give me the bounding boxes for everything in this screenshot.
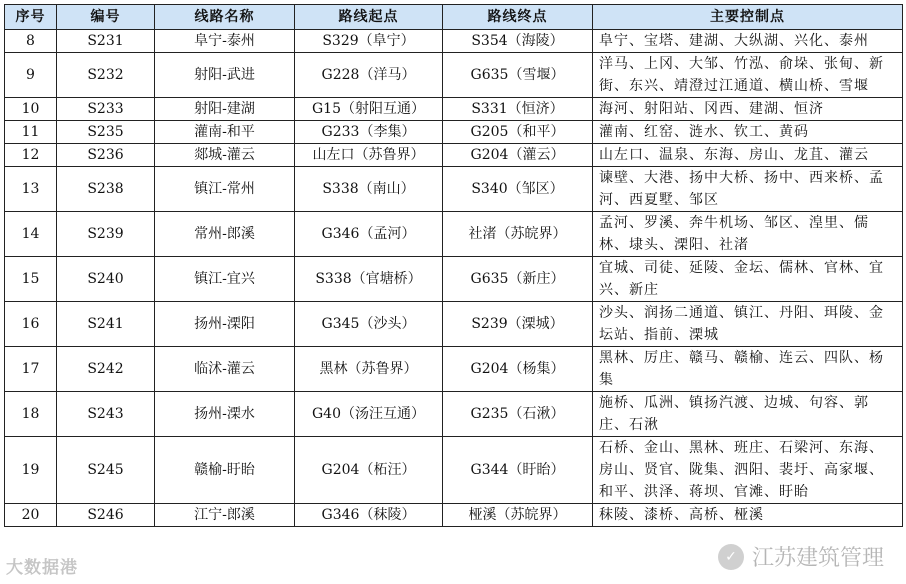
cell-end: G204（杨集）	[443, 347, 593, 392]
table-row	[5, 392, 903, 437]
cell-route-name: 江宁-郎溪	[155, 504, 295, 527]
watermark-right-text: 江苏建筑管理	[751, 546, 884, 571]
cell-seq: 8	[5, 30, 57, 53]
header-start: 路线起点	[295, 5, 443, 30]
cell-end: S331（恒济）	[443, 98, 593, 121]
header-end: 路线终点	[443, 5, 593, 30]
cell-start: S338（官塘桥）	[295, 257, 443, 302]
cell-code: S233	[57, 98, 155, 121]
cell-control-points: 石桥、金山、黑林、班庄、石梁河、东海、房山、贤官、陇集、泗阳、裴圩、高家堰、和平、洪泽、蒋坝、官滩、盱眙	[593, 437, 903, 504]
cell-seq: 13	[5, 167, 57, 212]
table-row	[5, 504, 903, 527]
cell-route-name: 镇江-宜兴	[155, 257, 295, 302]
table-row	[5, 144, 903, 167]
cell-code: S242	[57, 347, 155, 392]
cell-control-points: 谏壁、大港、扬中大桥、扬中、西来桥、孟河、西夏墅、邹区	[593, 167, 903, 212]
table-row	[5, 53, 903, 98]
cell-control-points: 山左口、温泉、东海、房山、龙苴、灌云	[593, 144, 903, 167]
header-route-name: 线路名称	[155, 5, 295, 30]
cell-seq: 10	[5, 98, 57, 121]
cell-start: G345（沙头）	[295, 302, 443, 347]
cell-control-points: 宜城、司徒、延陵、金坛、儒林、官林、宜兴、新庄	[593, 257, 903, 302]
cell-start: S338（南山）	[295, 167, 443, 212]
provincial-road-table	[4, 4, 903, 527]
cell-start: G15（射阳互通）	[295, 98, 443, 121]
table-row	[5, 302, 903, 347]
cell-end: G635（新庄）	[443, 257, 593, 302]
cell-seq: 15	[5, 257, 57, 302]
cell-start: G346（秣陵）	[295, 504, 443, 527]
cell-seq: 16	[5, 302, 57, 347]
table-header-row	[5, 5, 903, 30]
cell-route-name: 赣榆-盱眙	[155, 437, 295, 504]
cell-control-points: 阜宁、宝塔、建湖、大纵湖、兴化、泰州	[593, 30, 903, 53]
cell-seq: 20	[5, 504, 57, 527]
cell-code: S246	[57, 504, 155, 527]
cell-start: G346（孟河）	[295, 212, 443, 257]
cell-seq: 18	[5, 392, 57, 437]
cell-start: G233（李集）	[295, 121, 443, 144]
cell-control-points: 洋马、上冈、大邹、竹泓、俞垛、张甸、新街、东兴、靖澄过江通道、横山桥、雪堰	[593, 53, 903, 98]
cell-end: S340（邹区）	[443, 167, 593, 212]
cell-route-name: 射阳-建湖	[155, 98, 295, 121]
cell-control-points: 施桥、瓜洲、镇扬汽渡、边城、句容、郭庄、石湫	[593, 392, 903, 437]
cell-end: G344（盱眙）	[443, 437, 593, 504]
cell-end: G205（和平）	[443, 121, 593, 144]
cell-start: G228（洋马）	[295, 53, 443, 98]
cell-end: S354（海陵）	[443, 30, 593, 53]
cell-code: S231	[57, 30, 155, 53]
cell-control-points: 海河、射阳站、冈西、建湖、恒济	[593, 98, 903, 121]
cell-code: S232	[57, 53, 155, 98]
cell-start: S329（阜宁）	[295, 30, 443, 53]
cell-control-points: 秣陵、漆桥、高桥、桠溪	[593, 504, 903, 527]
cell-seq: 17	[5, 347, 57, 392]
table-row	[5, 437, 903, 504]
header-control-points: 主要控制点	[593, 5, 903, 30]
table-row	[5, 212, 903, 257]
cell-end: G235（石湫）	[443, 392, 593, 437]
cell-start: G40（汤汪互通）	[295, 392, 443, 437]
cell-route-name: 临沭-灌云	[155, 347, 295, 392]
watermark-right	[718, 541, 884, 572]
cell-code: S238	[57, 167, 155, 212]
cell-seq: 14	[5, 212, 57, 257]
cell-end: G204（灌云）	[443, 144, 593, 167]
cell-end: 社渚（苏皖界）	[443, 212, 593, 257]
cell-code: S240	[57, 257, 155, 302]
cell-route-name: 灌南-和平	[155, 121, 295, 144]
cell-start: 山左口（苏鲁界）	[295, 144, 443, 167]
header-code: 编号	[57, 5, 155, 30]
table-row	[5, 347, 903, 392]
table-row	[5, 98, 903, 121]
table-row	[5, 257, 903, 302]
cell-start: G204（柘汪）	[295, 437, 443, 504]
table-body	[5, 30, 903, 527]
cell-code: S245	[57, 437, 155, 504]
header-seq: 序号	[5, 5, 57, 30]
cell-seq: 12	[5, 144, 57, 167]
cell-seq: 11	[5, 121, 57, 144]
cell-code: S241	[57, 302, 155, 347]
cell-code: S235	[57, 121, 155, 144]
cell-control-points: 沙头、润扬二通道、镇江、丹阳、珥陵、金坛站、指前、溧城	[593, 302, 903, 347]
cell-control-points: 黑林、厉庄、赣马、赣榆、连云、四队、杨集	[593, 347, 903, 392]
cell-route-name: 镇江-常州	[155, 167, 295, 212]
cell-end: G635（雪堰）	[443, 53, 593, 98]
cell-route-name: 阜宁-泰州	[155, 30, 295, 53]
table-row	[5, 167, 903, 212]
cell-seq: 9	[5, 53, 57, 98]
cell-code: S243	[57, 392, 155, 437]
watermark-left: 大数据港	[6, 558, 78, 578]
cell-control-points: 孟河、罗溪、奔牛机场、邹区、湟里、儒林、埭头、溧阳、社渚	[593, 212, 903, 257]
route-table-container	[4, 4, 902, 527]
cell-seq: 19	[5, 437, 57, 504]
cell-route-name: 常州-郎溪	[155, 212, 295, 257]
cell-end: S239（溧城）	[443, 302, 593, 347]
cell-end: 桠溪（苏皖界）	[443, 504, 593, 527]
cell-control-points: 灌南、红窑、涟水、钦工、黄码	[593, 121, 903, 144]
cell-code: S236	[57, 144, 155, 167]
cell-route-name: 扬州-溧水	[155, 392, 295, 437]
wechat-logo-icon: ✓	[718, 544, 744, 570]
cell-route-name: 射阳-武进	[155, 53, 295, 98]
cell-code: S239	[57, 212, 155, 257]
cell-start: 黑林（苏鲁界）	[295, 347, 443, 392]
cell-route-name: 郯城-灌云	[155, 144, 295, 167]
table-row	[5, 30, 903, 53]
table-row	[5, 121, 903, 144]
cell-route-name: 扬州-溧阳	[155, 302, 295, 347]
